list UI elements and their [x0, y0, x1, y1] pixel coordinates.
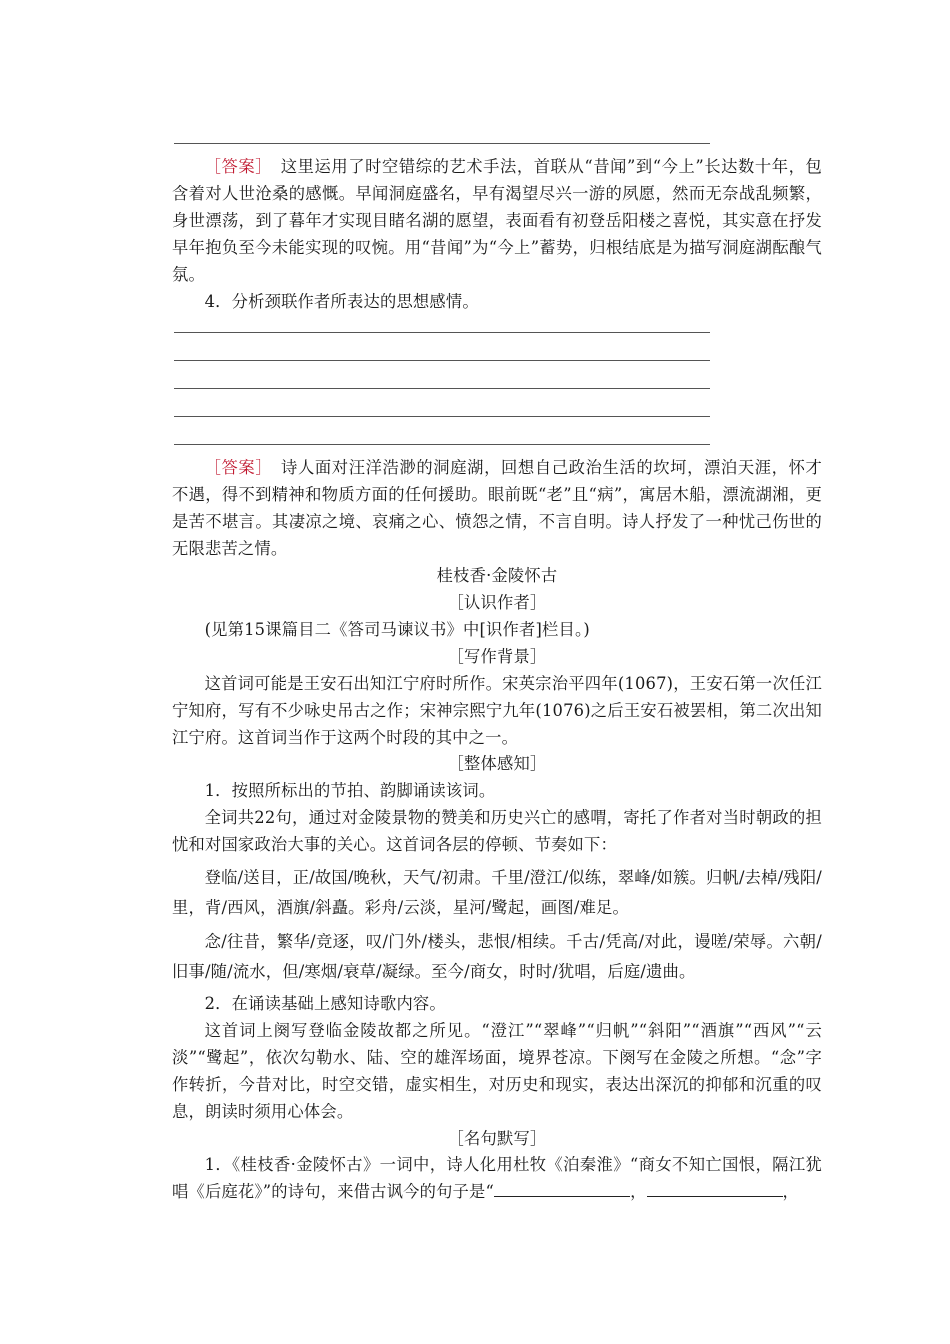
answer-paragraph-1: [172, 154, 822, 289]
answer-line: [172, 427, 822, 455]
answer-line: [172, 315, 822, 343]
item-1-paragraph: 全词共22句，通过对金陵景物的赞美和历史兴亡的感喟，寄托了作者对当时朝政的担忧和对国家政治大事的关心。这首词各层的停顿、节奏如下：: [172, 808, 822, 855]
answer-line: [172, 126, 822, 154]
answer-text: 诗人面对汪洋浩渺的洞庭湖，回想自己政治生活的坎坷，漂泊天涯，怀才不遇，得不到精神和物质方面的任何援助。眼前既“老”且“病”，寓居木船，漂流湖湘，更是苦不堪言。其凄凉之境、哀痛之心、愤怨之情，不言自明。诗人抒发了一种忧己伤世的无限悲苦之情。: [172, 458, 822, 559]
poem-title: 桂枝香·金陵怀古: [436, 566, 558, 586]
quote-end: ，: [782, 1182, 800, 1202]
section-heading-quotes: ［名句默写］: [447, 1128, 547, 1148]
question-4: 4．分析颈联作者所表达的思想感情。: [204, 291, 479, 311]
poem-stanza-2: 念/往昔，繁华/竞逐，叹/门外/楼头，悲恨/相续。千古/凭高/对此，谩嗟/荣辱。六朝/旧事/随/流水，但/寒烟/衰草/凝绿。至今/商女，时时/犹唱，后庭/遗曲。: [172, 932, 822, 982]
fill-blank-1[interactable]: [494, 1182, 630, 1197]
background-paragraph: 这首词可能是王安石出知江宁府时所作。宋英宗治平四年(1067)，王安石第一次任江宁知府，写有不少咏史吊古之作；宋神宗熙宁九年(1076)之后王安石被罢相，第二次出知江宁府。这首词当作于这两个时段的其中之一。: [172, 673, 822, 747]
answer-line: [172, 399, 822, 427]
fill-blank-2[interactable]: [647, 1182, 783, 1197]
answer-tag: ［答案］: [204, 157, 264, 176]
author-note: (见第15课篇目二《答司马谏议书》中[识作者]栏目。): [204, 619, 590, 639]
section-heading-background: ［写作背景］: [447, 646, 547, 666]
document-content: [172, 126, 822, 1206]
quote-question-text: 1．《桂枝香·金陵怀古》一词中，诗人化用杜牧《泊秦淮》“商女不知亡国恨，隔江犹唱《后庭花》”的诗句，来借古讽今的句子是“: [172, 1155, 822, 1202]
item-2-heading: 2．在诵读基础上感知诗歌内容。: [204, 994, 446, 1014]
poem-stanza-1: 登临/送目，正/故国/晚秋，天气/初肃。千里/澄江/似练，翠峰/如簇。归帆/去棹/残阳/里，背/西风，酒旗/斜矗。彩舟/云淡，星河/鹭起，画图/难足。: [172, 868, 822, 918]
answer-paragraph-2: [172, 455, 822, 563]
item-1-heading: 1．按照所标出的节拍、韵脚诵读该词。: [204, 781, 496, 801]
quote-separator: ，: [630, 1182, 647, 1202]
answer-text: 这里运用了时空错综的艺术手法，首联从“昔闻”到“今上”长达数十年，包含着对人世沧桑的感慨。早闻洞庭盛名，早有渴望尽兴一游的夙愿，然而无奈战乱频繁，身世漂荡，到了暮年才实现目睹名湖的愿望，表面看有初登岳阳楼之喜悦，其实意在抒发早年抱负至今未能实现的叹惋。用“昔闻”为“今上”蓄势，归根结底是为描写洞庭湖酝酿气氛。: [172, 157, 822, 284]
answer-line: [172, 343, 822, 371]
section-heading-author: ［认识作者］: [447, 592, 547, 612]
quote-question-1: [172, 1152, 822, 1206]
answer-tag: ［答案］: [204, 458, 265, 478]
section-heading-overall: ［整体感知］: [447, 754, 547, 774]
item-2-paragraph: 这首词上阕写登临金陵故都之所见。“澄江”“翠峰”“归帆”“斜阳”“酒旗”“西风”“云淡”“鹭起”，依次勾勒水、陆、空的雄浑场面，境界苍凉。下阕写在金陵之所想。“念”字作转折，今昔对比，时空交错，虚实相生，对历史和现实，表达出深沉的抑郁和沉重的叹息，朗读时须用心体会。: [172, 1020, 822, 1121]
answer-line: [172, 371, 822, 399]
